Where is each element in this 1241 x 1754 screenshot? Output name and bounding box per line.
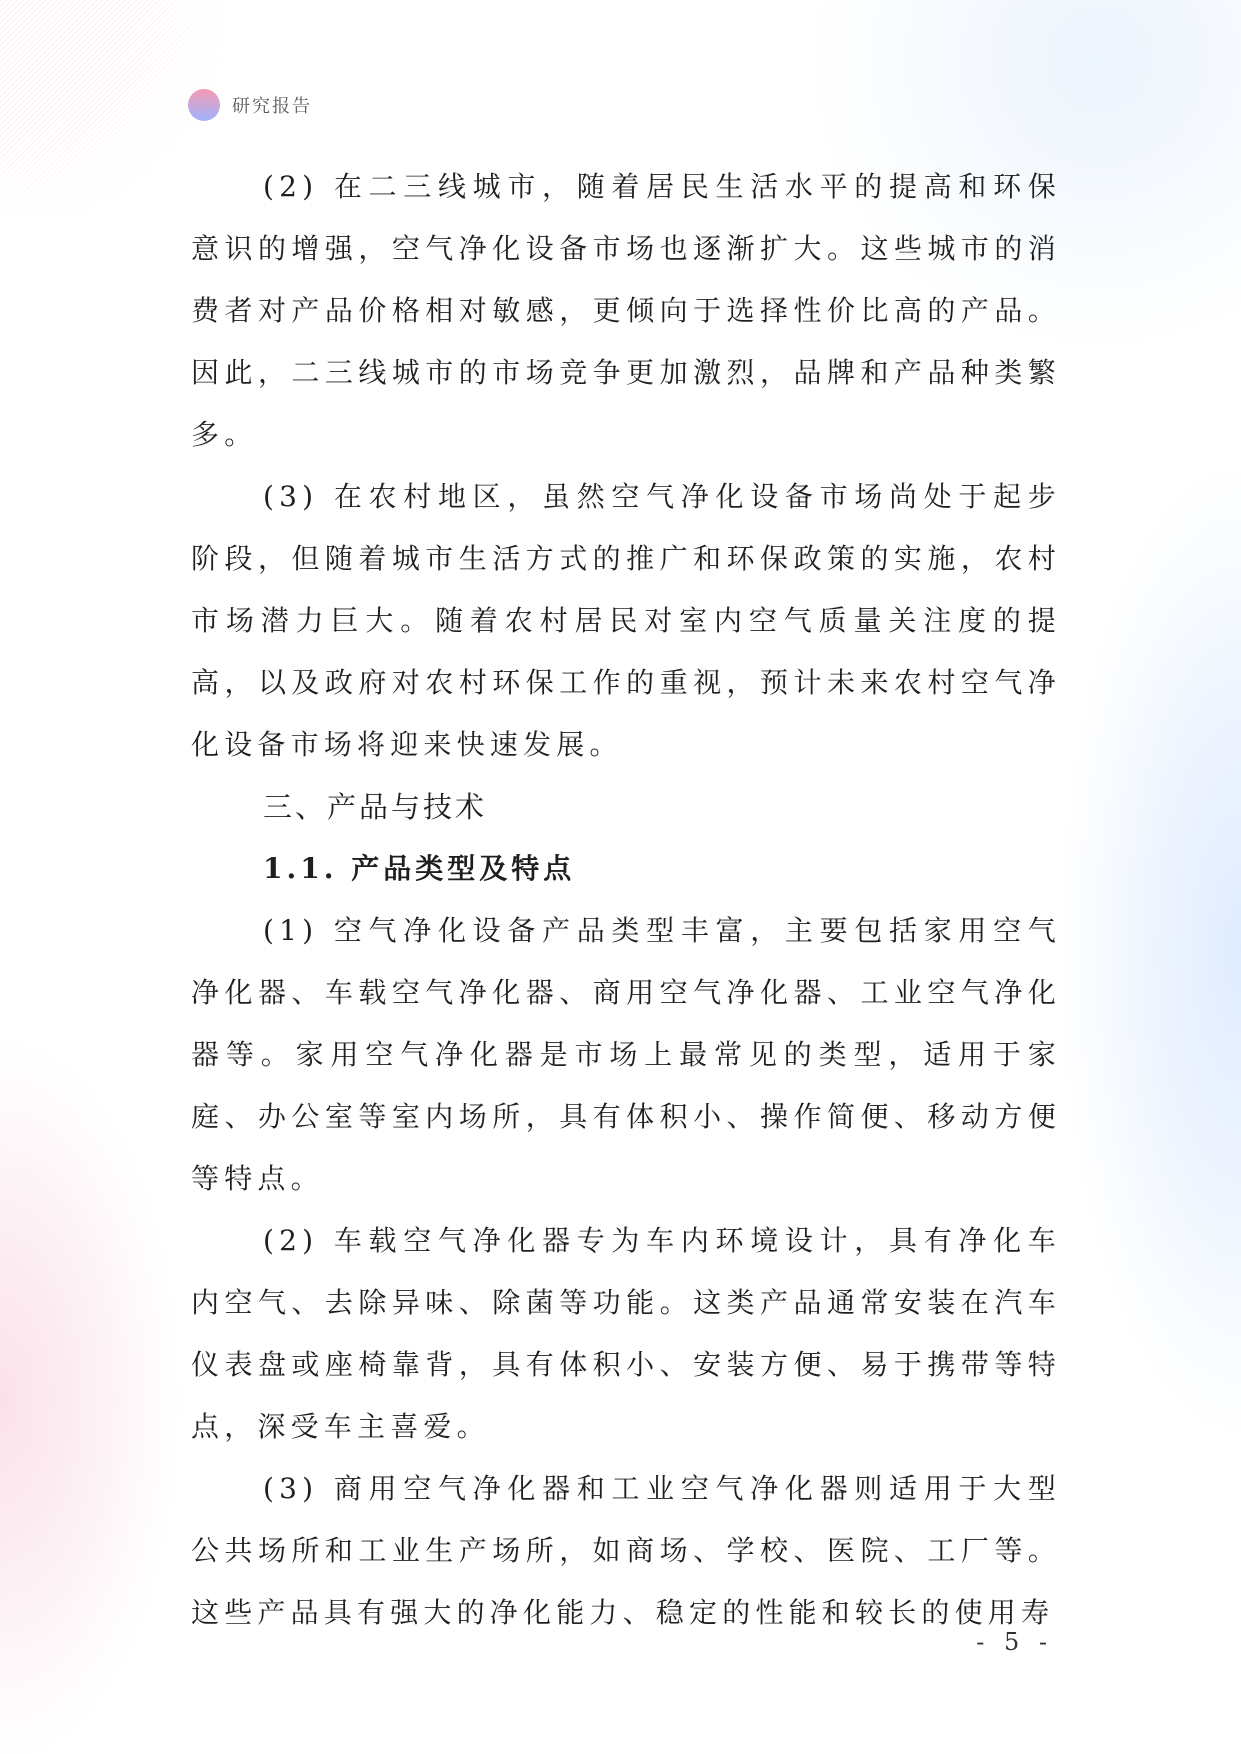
paragraph-rural-areas: (3) 在农村地区，虽然空气净化设备市场尚处于起步阶段，但随着城市生活方式的推广和环保政策的实施，农村市场潜力巨大。随着农村居民对室内空气质量关注度的提高，以及政府对农村环保工作的重视，预计未来农村空气净化设备市场将迎来快速发展。 xyxy=(191,480,1061,761)
paragraph-commercial-purifier: (3) 商用空气净化器和工业空气净化器则适用于大型公共场所和工业生产场所，如商场、学校、医院、工厂等。这些产品具有强大的净化能力、稳定的性能和较长的使用寿 xyxy=(191,1472,1061,1629)
section-heading: 三、产品与技术 xyxy=(263,790,488,824)
paragraph-tier2-cities: (2) 在二三线城市，随着居民生活水平的提高和环保意识的增强，空气净化设备市场也逐渐扩大。这些城市的消费者对产品价格相对敏感，更倾向于选择性价比高的产品。因此，二三线城市的市场竞争更加激烈，品牌和产品种类繁多。 xyxy=(191,170,1061,451)
paragraph-vehicle-purifier: (2) 车载空气净化器专为车内环境设计，具有净化车内空气、去除异味、除菌等功能。这类产品通常安装在汽车仪表盘或座椅靠背，具有体积小、安装方便、易于携带等特点，深受车主喜爱。 xyxy=(191,1224,1061,1443)
document-body xyxy=(191,156,1061,1644)
header-label: 研究报告 xyxy=(232,96,312,117)
page-number: - 5 - xyxy=(976,1628,1053,1656)
page-header xyxy=(188,89,312,121)
subsection-heading: 1.1. 产品类型及特点 xyxy=(263,852,576,885)
report-logo-icon xyxy=(188,89,220,121)
paragraph-product-types: (1) 空气净化设备产品类型丰富，主要包括家用空气净化器、车载空气净化器、商用空气净化器、工业空气净化器等。家用空气净化器是市场上最常见的类型，适用于家庭、办公室等室内场所，具有体积小、操作简便、移动方便等特点。 xyxy=(191,914,1061,1195)
